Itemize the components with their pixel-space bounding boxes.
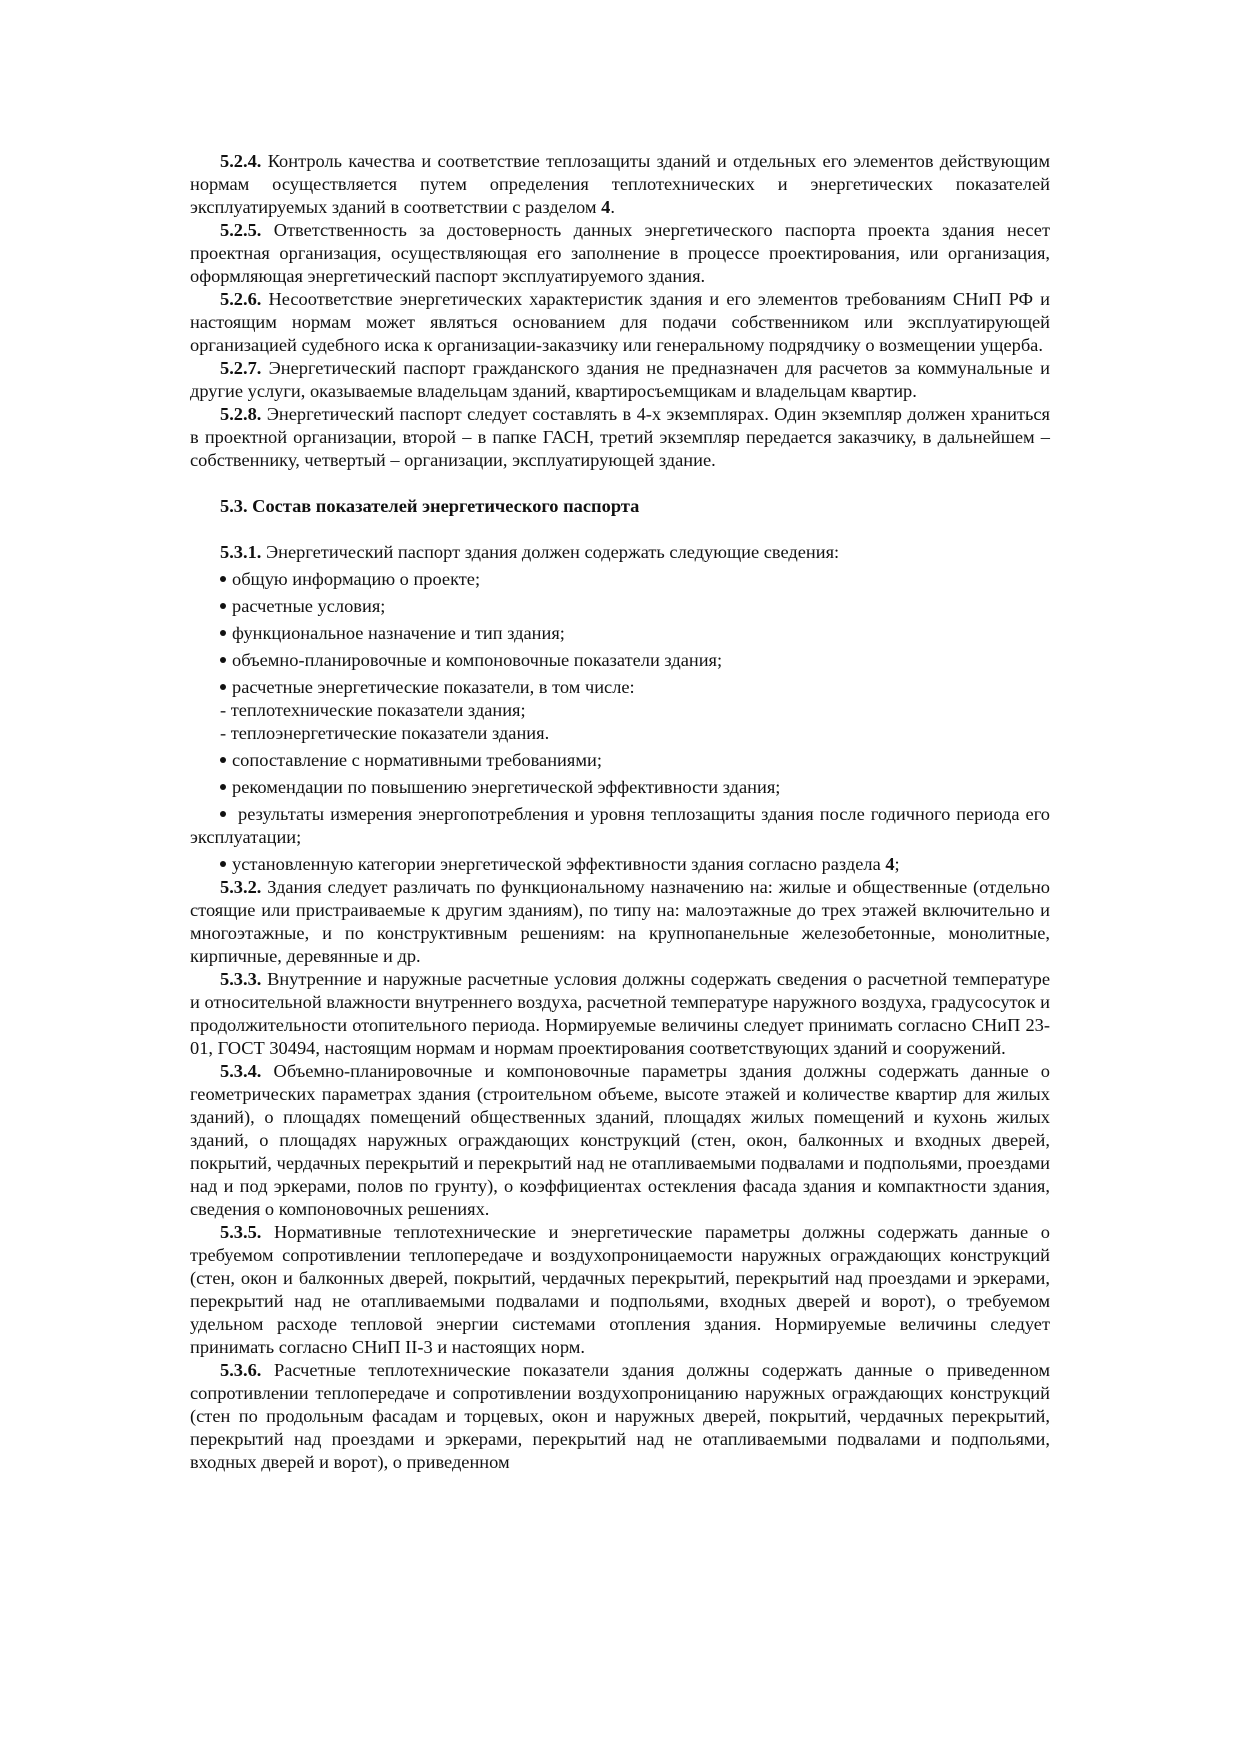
clause-number: 5.2.4. — [220, 151, 262, 171]
paragraph-5-2-7 — [190, 357, 1050, 403]
list-item — [190, 649, 1050, 672]
list-item — [190, 676, 1050, 699]
list-item-text: общую информацию о проекте; — [232, 569, 481, 589]
clause-number: 5.2.5. — [220, 220, 262, 240]
paragraph-5-2-6 — [190, 288, 1050, 357]
clause-text: Энергетический паспорт здания должен содержать следующие сведения: — [261, 542, 840, 562]
clause-text: Несоответствие энергетических характеристик здания и его элементов требованиям СНиП РФ и настоящим нормам может являться основанием для подачи собственником или эксплуатирующей организацией судебного иска к организации-заказчику или генеральному подрядчику о возмещении ущерба. — [190, 289, 1050, 355]
bullet-icon — [220, 757, 226, 763]
clause-number: 5.3.4. — [220, 1061, 262, 1081]
clause-text: Объемно-планировочные и компоновочные параметры здания должны содержать данные о геометрических параметрах здания (строительном объеме, высоте этажей и количестве квартир для жилых зданий), о площадях помещений общественных зданий, площадях жилых помещений и кухонь жилых зданий, о площадях наружных ограждающих конструкций (стен, окон, балконных и входных дверей, покрытий, чердачных перекрытий и перекрытий над не отапливаемыми подвалами и подпольями, проездами над и под эркерами, полов по грунту), о коэффициентах остекления фасада здания и компактности здания, сведения о компоновочных решениях. — [190, 1061, 1050, 1219]
list-item-text: сопоставление с нормативными требованиями; — [232, 750, 602, 770]
bullet-icon — [220, 861, 226, 867]
section-ref: 4 — [601, 197, 611, 217]
clause-tail: . — [610, 197, 615, 217]
clause-text: Энергетический паспорт следует составлять в 4-х экземплярах. Один экземпляр должен храниться в проектной организации, второй – в папке ГАСН, третий экземпляр передается заказчику, в дальнейшем – собственнику, четвертый – организации, эксплуатирующей здание. — [190, 404, 1050, 470]
clause-text: Расчетные теплотехнические показатели здания должны содержать данные о приведенном сопротивлении теплопередаче и сопротивлении воздухопроницанию наружных ограждающих конструкций (стен по продольным фасадам и торцевых, окон и наружных дверей, покрытий, чердачных перекрытий, перекрытий над проездами и эркерами, перекрытий над не отапливаемыми подвалами и подпольями, входных дверей и ворот), о приведенном — [190, 1360, 1050, 1472]
list-item-text: рекомендации по повышению энергетической эффективности здания; — [232, 777, 781, 797]
clause-number: 5.3.6. — [220, 1360, 262, 1380]
list-item — [190, 853, 1050, 876]
dash-item: - теплоэнергетические показатели здания. — [220, 723, 550, 743]
spacer — [190, 472, 1050, 495]
clause-text: Нормативные теплотехнические и энергетические параметры должны содержать данные о требуемом сопротивлении теплопередаче и воздухопроницаемости наружных ограждающих конструкций (стен, окон и балконных дверей, покрытий, чердачных перекрытий, перекрытий над проездами и эркерами, перекрытий над не отапливаемыми подвалами и подпольями, входных дверей и ворот), о требуемом удельном расходе тепловой энергии системами отопления здания. Нормируемые величины следует принимать согласно СНиП II-3 и настоящих норм. — [190, 1222, 1050, 1357]
bullet-icon — [220, 684, 226, 690]
list-item — [190, 568, 1050, 591]
clause-text: Контроль качества и соответствие теплозащиты зданий и отдельных его элементов действующим нормам осуществляется путем определения теплотехнических и энергетических показателей эксплуатируемых зданий в соответствии с разделом — [190, 151, 1050, 217]
list-item-text: расчетные условия; — [232, 596, 386, 616]
paragraph-5-3-4 — [190, 1060, 1050, 1221]
list-item-text: функциональное назначение и тип здания; — [232, 623, 565, 643]
bullet-icon — [220, 784, 226, 790]
paragraph-5-2-4 — [190, 150, 1050, 219]
clause-text: Внутренние и наружные расчетные условия должны содержать сведения о расчетной температуре и относительной влажности внутреннего воздуха, расчетной температуре наружного воздуха, градусосуток и продолжительности отопительного периода. Нормируемые величины следует принимать согласно СНиП 23-01, ГОСТ 30494, настоящим нормам и нормам проектирования соответствующих зданий и сооружений. — [190, 969, 1050, 1058]
paragraph-5-3-3 — [190, 968, 1050, 1060]
paragraph-5-3-5 — [190, 1221, 1050, 1359]
paragraph-5-3-2 — [190, 876, 1050, 968]
list-item-tail: ; — [894, 854, 900, 874]
clause-text: Здания следует различать по функциональному назначению на: жилые и общественные (отдельно стоящие или пристраиваемые к другим зданиям), по типу на: малоэтажные до трех этажей включительно и многоэтажные, и по конструктивным решениям: на крупнопанельные железобетонные, монолитные, кирпичные, деревянные и др. — [190, 877, 1050, 966]
clause-number: 5.2.8. — [220, 404, 262, 424]
clause-number: 5.3.1. — [220, 542, 262, 562]
paragraph-5-3-1 — [190, 541, 1050, 564]
list-item — [190, 776, 1050, 799]
list-item-text: установленную категории энергетической эффективности здания согласно раздела — [232, 854, 886, 874]
clause-number: 5.2.6. — [220, 289, 262, 309]
bullet-icon — [220, 630, 226, 636]
list-item-text: расчетные энергетические показатели, в том числе: — [232, 677, 635, 697]
list-item — [190, 803, 1050, 849]
dash-item: - теплотехнические показатели здания; — [220, 700, 526, 720]
section-ref: 4 — [885, 854, 895, 874]
list-item-text: объемно-планировочные и компоновочные показатели здания; — [232, 650, 723, 670]
list-item — [190, 595, 1050, 618]
clause-text: Энергетический паспорт гражданского здания не предназначен для расчетов за коммунальные и другие услуги, оказываемые владельцам зданий, квартиросъемщикам и владельцам квартир. — [190, 358, 1050, 401]
list-item — [190, 622, 1050, 645]
list-item — [190, 749, 1050, 772]
bullet-icon — [220, 576, 226, 582]
paragraph-5-2-8 — [190, 403, 1050, 472]
document-page — [190, 150, 1050, 1474]
clause-number: 5.2.7. — [220, 358, 262, 378]
paragraph-5-3-6 — [190, 1359, 1050, 1474]
clause-number: 5.3.3. — [220, 969, 262, 989]
clause-number: 5.3.2. — [220, 877, 262, 897]
spacer — [190, 518, 1050, 541]
clause-text: Ответственность за достоверность данных энергетического паспорта проекта здания несет проектная организация, осуществляющая его заполнение в процессе проектирования, или организация, оформляющая энергетический паспорт эксплуатируемого здания. — [190, 220, 1050, 286]
list-item-text: результаты измерения энергопотребления и уровня теплозащиты здания после годичного периода его эксплуатации; — [190, 804, 1050, 847]
clause-number: 5.3.5. — [220, 1222, 262, 1242]
paragraph-5-2-5 — [190, 219, 1050, 288]
bullet-icon — [220, 811, 226, 817]
section-heading: 5.3. Состав показателей энергетического паспорта — [220, 496, 640, 516]
bullet-icon — [220, 657, 226, 663]
bullet-icon — [220, 603, 226, 609]
